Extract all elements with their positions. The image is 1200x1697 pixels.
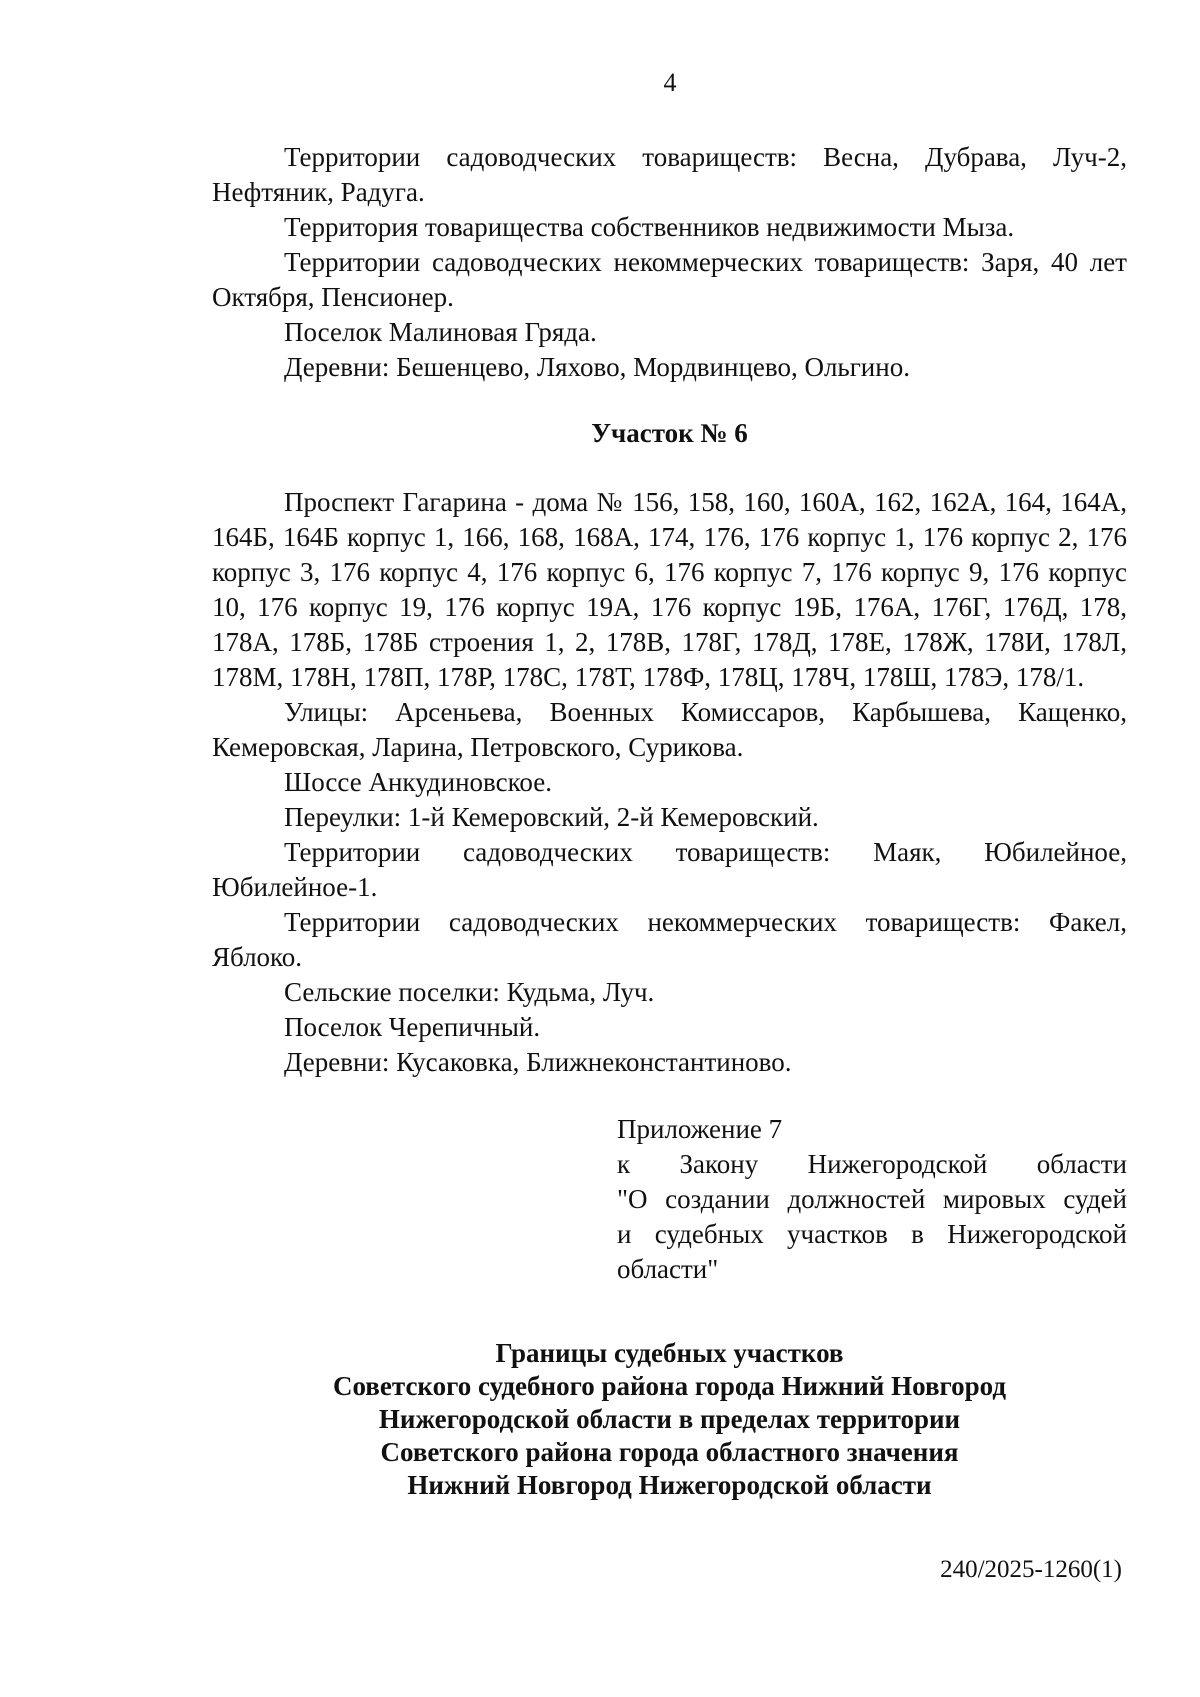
- appendix-line: к Закону Нижегородской области: [617, 1149, 1127, 1179]
- borders-title-line: Советского района города областного значения: [380, 1437, 959, 1467]
- borders-title-line: Нижегородской области в пределах территории: [378, 1404, 961, 1434]
- paragraph-villages-6: Деревни: Кусаковка, Ближнеконстантиново.: [284, 1047, 792, 1077]
- appendix-title: Приложение 7: [617, 1114, 783, 1144]
- paragraph-noncommercial-partnerships-6: Территории садоводческих некоммерческих товариществ: Факел, Яблоко.: [212, 907, 1127, 972]
- borders-title: [212, 1337, 1127, 1502]
- borders-title-line: Нижний Новгород Нижегородской области: [407, 1470, 932, 1500]
- paragraph-streets: Улицы: Арсеньева, Военных Комиссаров, Карбышева, Кащенко, Кемеровская, Ларина, Петровского, Сурикова.: [212, 697, 1127, 762]
- paragraph-gagarin-avenue: Проспект Гагарина - дома № 156, 158, 160, 160А, 162, 162А, 164, 164А, 164Б, 164Б корпус 1, 166, 168, 168А, 174, 176, 176 корпус 1, 176 корпус 2, 176 корпус 3, 176 корпус 4, 176 корпус 6, 176 корпус 7, 176 корпус 9, 176 корпус 10, 176 корпус 19, 176 корпус 19А, 176 корпус 19Б, 176А, 176Г, 176Д, 178, 178А, 178Б, 178Б строения 1, 2, 178В, 178Г, 178Д, 178Е, 178Ж, 178И, 178Л, 178М, 178Н, 178П, 178Р, 178С, 178Т, 178Ф, 178Ц, 178Ч, 178Ш, 178Э, 178/1.: [212, 487, 1127, 692]
- paragraph-property-owners-partnership: Территория товарищества собственников недвижимости Мыза.: [284, 212, 1015, 242]
- document-body: [212, 140, 1127, 1502]
- appendix-line: "О создании должностей мировых судей: [617, 1184, 1127, 1214]
- paragraph-settlement: Поселок Малиновая Гряда.: [284, 317, 597, 347]
- page-number: 4: [663, 68, 677, 97]
- borders-title-line: Советского судебного района города Нижний Новгород: [332, 1371, 1007, 1401]
- appendix-block: [617, 1112, 1127, 1287]
- paragraph-settlement-cherepichny: Поселок Черепичный.: [284, 1012, 541, 1042]
- paragraph-lanes: Переулки: 1-й Кемеровский, 2-й Кемеровский.: [284, 802, 819, 832]
- paragraph-villages: Деревни: Бешенцево, Ляхово, Мордвинцево, Ольгино.: [284, 352, 910, 382]
- section-heading-plot-6: Участок № 6: [591, 418, 748, 448]
- paragraph-rural-settlements: Сельские поселки: Кудьма, Луч.: [284, 977, 655, 1007]
- paragraph-noncommercial-partnerships: Территории садоводческих некоммерческих товариществ: Заря, 40 лет Октября, Пенсионер.: [212, 247, 1127, 312]
- appendix-line: области": [617, 1254, 719, 1284]
- document-number: 240/2025-1260(1): [940, 1556, 1122, 1583]
- borders-title-line: Границы судебных участков: [495, 1338, 844, 1368]
- appendix-line: и судебных участков в Нижегородской: [617, 1219, 1127, 1249]
- paragraph-gardening-partnerships: Территории садоводческих товариществ: Весна, Дубрава, Луч-2, Нефтяник, Радуга.: [212, 142, 1127, 207]
- paragraph-highway: Шоссе Анкудиновское.: [284, 767, 552, 797]
- paragraph-gardening-partnerships-6: Территории садоводческих товариществ: Маяк, Юбилейное, Юбилейное-1.: [212, 837, 1127, 902]
